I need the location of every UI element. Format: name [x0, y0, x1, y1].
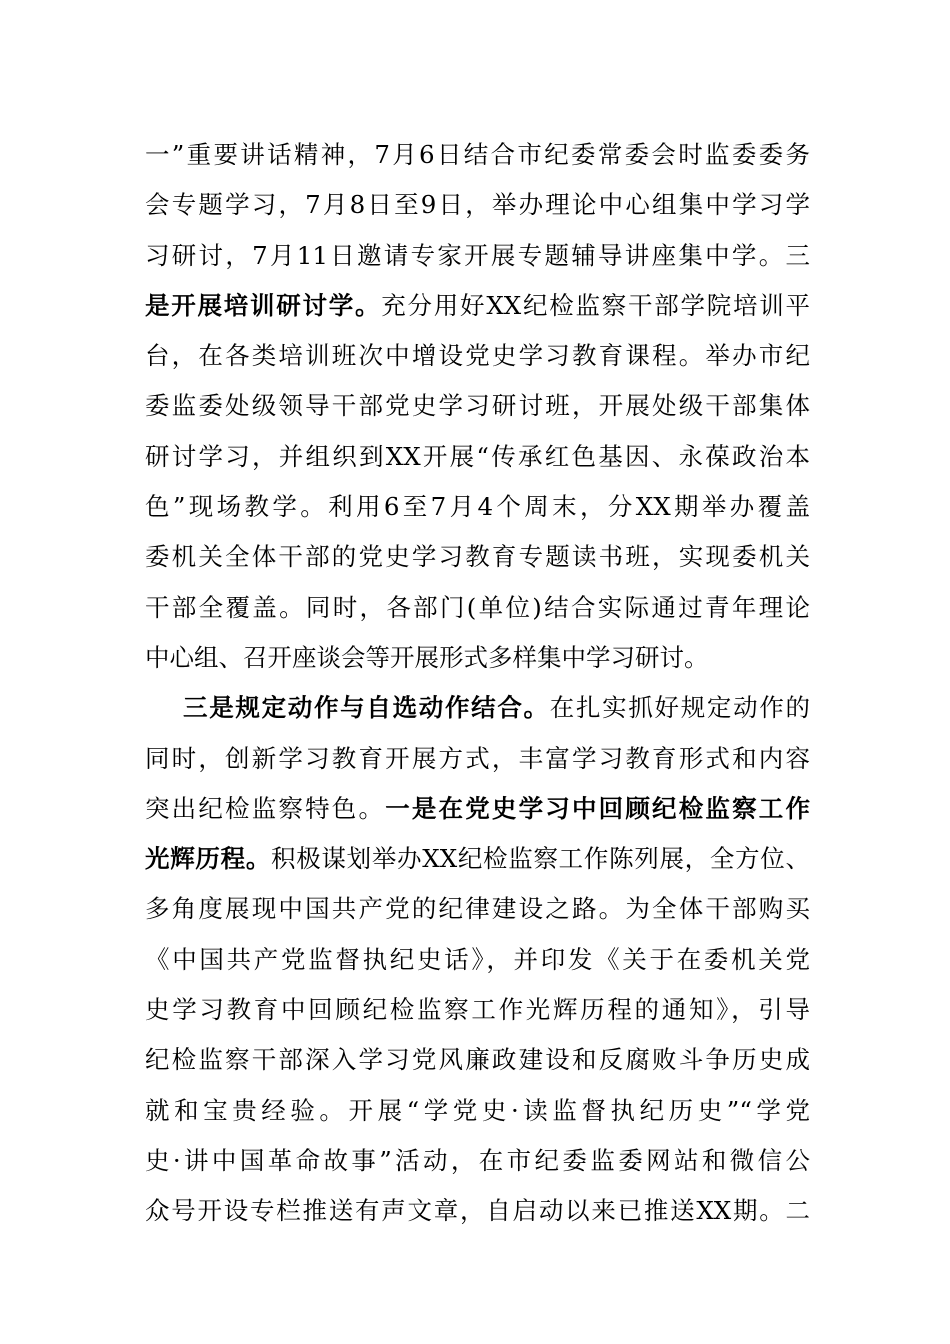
text-line — [145, 331, 810, 381]
text-line — [145, 935, 810, 985]
text-segment: 习研讨，7月11日邀请专家开展专题辅导讲座集中学。三 — [145, 240, 810, 270]
body-text — [145, 130, 810, 1237]
text-line — [145, 1086, 810, 1136]
text-line — [145, 180, 810, 230]
text-segment: 会专题学习，7月8日至9日，举办理论中心组集中学习学 — [145, 190, 810, 220]
text-line — [145, 884, 810, 934]
text-segment: 纪检监察干部深入学习党风廉政建设和反腐败斗争历史成 — [145, 1045, 810, 1075]
text-segment: 一”重要讲话精神，7月6日结合市纪委常委会时监委委务 — [145, 140, 810, 169]
text-segment: 色”现场教学。利用6至7月4个周末，分XX期举办覆盖 — [145, 492, 810, 522]
text-line — [145, 583, 810, 633]
text-line — [145, 432, 810, 482]
text-line — [145, 834, 810, 884]
text-segment: 干部全覆盖。同时，各部门(单位)结合实际通过青年理论 — [145, 592, 810, 622]
text-line — [145, 734, 810, 784]
text-line — [145, 1186, 810, 1236]
text-segment: 就和宝贵经验。开展“学党史·读监督执纪历史”“学党 — [145, 1095, 810, 1125]
text-line — [145, 633, 810, 683]
text-segment: 委机关全体干部的党史学习教育专题读书班，实现委机关 — [145, 542, 810, 572]
text-segment: 中心组、召开座谈会等开展形式多样集中学习研讨。 — [145, 642, 709, 672]
text-line — [145, 683, 810, 733]
text-segment: 研讨学习，并组织到XX开展“传承红色基因、永葆政治本 — [145, 441, 810, 471]
text-line — [145, 532, 810, 582]
text-line — [145, 784, 810, 834]
text-segment: 多角度展现中国共产党的纪律建设之路。为全体干部购买 — [145, 894, 810, 924]
text-line — [145, 381, 810, 431]
text-segment: 台，在各类培训班次中增设党史学习教育课程。举办市纪 — [145, 341, 810, 371]
bold-text-segment: 光辉历程。 — [145, 844, 272, 874]
bold-text-segment: 是开展培训研讨学。 — [145, 290, 382, 320]
text-segment: 在扎实抓好规定动作的 — [549, 693, 810, 723]
text-line — [145, 281, 810, 331]
text-segment: 充分用好XX纪检监察干部学院培训平 — [381, 290, 810, 320]
text-line — [145, 1035, 810, 1085]
text-line — [145, 130, 810, 180]
text-segment: 委监委处级领导干部党史学习研讨班，开展处级干部集体 — [145, 391, 810, 421]
text-segment: 史·讲中国革命故事”活动，在市纪委监委网站和微信公 — [145, 1145, 810, 1175]
bold-text-segment: 三是规定动作与自选动作结合。 — [183, 693, 550, 723]
text-segment: 积极谋划举办XX纪检监察工作陈列展，全方位、 — [271, 844, 810, 874]
text-line — [145, 231, 810, 281]
text-segment: 同时，创新学习教育开展方式，丰富学习教育形式和内容 — [145, 743, 810, 773]
text-line — [145, 985, 810, 1035]
text-segment: 突出纪检监察特色。 — [145, 793, 386, 823]
text-segment: 《中国共产党监督执纪史话》，并印发《关于在委机关党 — [145, 944, 810, 974]
bold-text-segment: 一是在党史学习中回顾纪检监察工作 — [385, 793, 810, 823]
text-line — [145, 1136, 810, 1186]
text-segment: 众号开设专栏推送有声文章，自启动以来已推送XX期。二 — [145, 1196, 810, 1226]
text-line — [145, 482, 810, 532]
text-segment: 史学习教育中回顾纪检监察工作光辉历程的通知》，引导 — [145, 995, 810, 1025]
